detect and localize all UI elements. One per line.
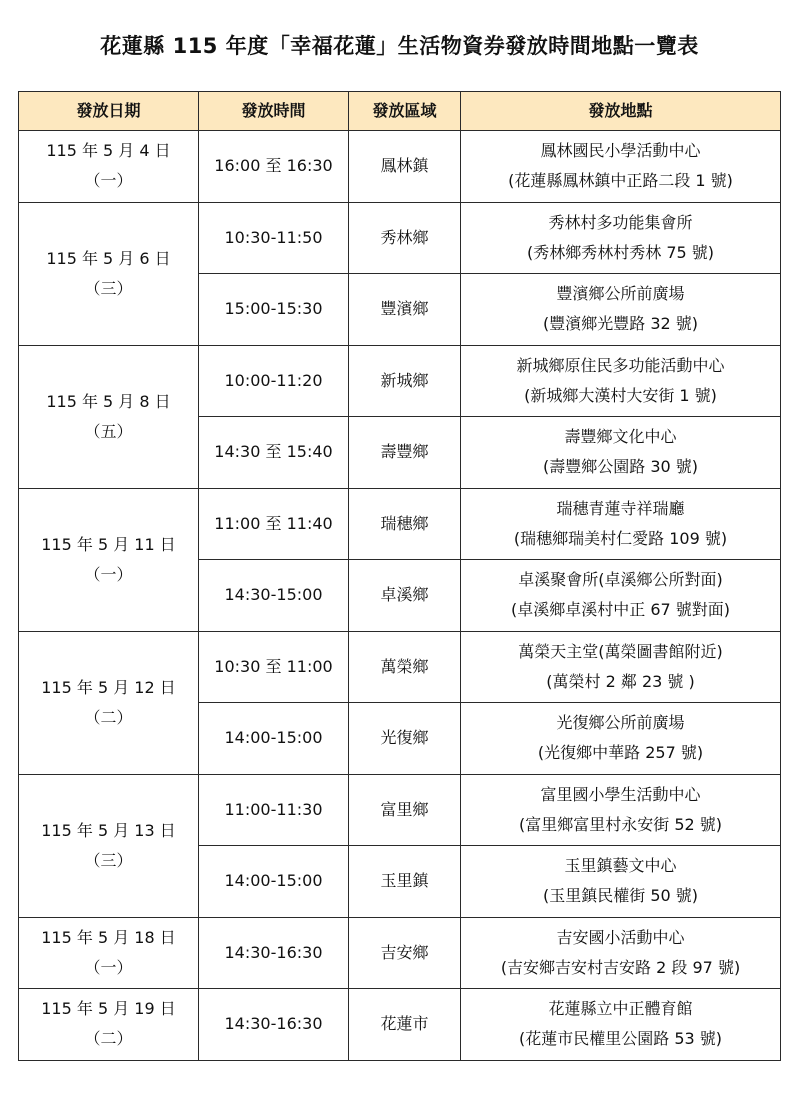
place-name: 鳳林國民小學活動中心	[540, 141, 701, 161]
place-name: 瑞穗青蓮寺祥瑞廳	[556, 498, 685, 518]
place-address: (卓溪鄉卓溪村中正 67 號對面)	[510, 600, 731, 620]
area-cell: 卓溪鄉	[349, 560, 461, 632]
place-name: 吉安國小活動中心	[556, 927, 685, 947]
place-cell	[461, 131, 781, 203]
place-name: 壽豐鄉文化中心	[564, 427, 677, 447]
date-cell	[19, 917, 199, 989]
date-text: 115 年 5 月 4 日	[46, 141, 171, 161]
time-cell: 14:00-15:00	[199, 846, 349, 918]
date-cell	[19, 631, 199, 774]
date-cell	[19, 488, 199, 631]
date-text: 115 年 5 月 19 日	[41, 999, 176, 1019]
place-cell	[461, 417, 781, 489]
area-cell: 瑞穗鄉	[349, 488, 461, 560]
area-cell: 吉安鄉	[349, 917, 461, 989]
date-text: 115 年 5 月 6 日	[46, 248, 171, 268]
place-address: (吉安鄉吉安村吉安路 2 段 97 號)	[500, 957, 741, 977]
weekday-text: （五）	[84, 421, 133, 441]
place-address: (秀林鄉秀林村秀林 75 號)	[526, 242, 715, 262]
place-cell	[461, 488, 781, 560]
time-cell: 14:30-16:30	[199, 917, 349, 989]
place-cell	[461, 703, 781, 775]
area-cell: 玉里鎮	[349, 846, 461, 918]
place-address: (豐濱鄉光豐路 32 號)	[542, 314, 699, 334]
time-cell: 14:00-15:00	[199, 703, 349, 775]
table-row	[19, 631, 781, 703]
place-address: (瑞穗鄉瑞美村仁愛路 109 號)	[513, 528, 728, 548]
place-address: (新城鄉大漢村大安街 1 號)	[524, 385, 717, 405]
weekday-text: （三）	[84, 278, 133, 298]
weekday-text: （二）	[84, 707, 133, 727]
header-area: 發放區域	[349, 92, 461, 131]
place-address: (花蓮市民權里公園路 53 號)	[518, 1029, 723, 1049]
table-row	[19, 345, 781, 417]
area-cell: 光復鄉	[349, 703, 461, 775]
header-date: 發放日期	[19, 92, 199, 131]
place-name: 新城鄉原住民多功能活動中心	[516, 355, 725, 375]
place-address: (壽豐鄉公園路 30 號)	[542, 457, 699, 477]
table-row	[19, 774, 781, 846]
time-cell: 14:30 至 15:40	[199, 417, 349, 489]
table-row	[19, 989, 781, 1061]
table-row	[19, 131, 781, 203]
date-cell	[19, 131, 199, 203]
place-cell	[461, 274, 781, 346]
area-cell: 萬榮鄉	[349, 631, 461, 703]
area-cell: 豐濱鄉	[349, 274, 461, 346]
weekday-text: （二）	[84, 1029, 133, 1049]
time-cell: 14:30-16:30	[199, 989, 349, 1061]
date-cell	[19, 345, 199, 488]
time-cell: 15:00-15:30	[199, 274, 349, 346]
time-cell: 11:00-11:30	[199, 774, 349, 846]
place-name: 卓溪聚會所(卓溪鄉公所對面)	[518, 570, 723, 590]
area-cell: 富里鄉	[349, 774, 461, 846]
place-name: 玉里鎮藝文中心	[564, 856, 677, 876]
time-cell: 16:00 至 16:30	[199, 131, 349, 203]
place-address: (富里鄉富里村永安街 52 號)	[518, 814, 723, 834]
weekday-text: （三）	[84, 850, 133, 870]
place-cell	[461, 631, 781, 703]
date-text: 115 年 5 月 8 日	[46, 391, 171, 411]
place-cell	[461, 560, 781, 632]
time-cell: 10:00-11:20	[199, 345, 349, 417]
table-row	[19, 202, 781, 274]
time-cell: 11:00 至 11:40	[199, 488, 349, 560]
area-cell: 鳳林鎮	[349, 131, 461, 203]
date-cell	[19, 202, 199, 345]
date-text: 115 年 5 月 18 日	[41, 927, 176, 947]
place-name: 光復鄉公所前廣場	[556, 713, 685, 733]
date-text: 115 年 5 月 11 日	[41, 534, 176, 554]
distribution-schedule-table	[18, 91, 781, 1061]
area-cell: 新城鄉	[349, 345, 461, 417]
date-cell	[19, 989, 199, 1061]
table-row	[19, 917, 781, 989]
page-title: 花蓮縣 115 年度「幸福花蓮」生活物資券發放時間地點一覽表	[100, 34, 699, 58]
weekday-text: （一）	[84, 957, 133, 977]
area-cell: 壽豐鄉	[349, 417, 461, 489]
place-address: (光復鄉中華路 257 號)	[537, 743, 704, 763]
time-cell: 14:30-15:00	[199, 560, 349, 632]
header-time: 發放時間	[199, 92, 349, 131]
date-cell	[19, 774, 199, 917]
area-cell: 秀林鄉	[349, 202, 461, 274]
place-name: 豐濱鄉公所前廣場	[556, 284, 685, 304]
place-cell	[461, 774, 781, 846]
weekday-text: （一）	[84, 171, 133, 191]
place-cell	[461, 202, 781, 274]
header-place: 發放地點	[461, 92, 781, 131]
place-name: 秀林村多功能集會所	[548, 212, 693, 232]
area-cell: 花蓮市	[349, 989, 461, 1061]
time-cell: 10:30-11:50	[199, 202, 349, 274]
place-cell	[461, 917, 781, 989]
weekday-text: （一）	[84, 564, 133, 584]
place-address: (花蓮縣鳳林鎮中正路二段 1 號)	[508, 171, 733, 191]
time-cell: 10:30 至 11:00	[199, 631, 349, 703]
date-text: 115 年 5 月 12 日	[41, 677, 176, 697]
place-address: (玉里鎮民權街 50 號)	[542, 886, 699, 906]
place-cell	[461, 846, 781, 918]
header-row	[19, 92, 781, 131]
place-cell	[461, 345, 781, 417]
place-name: 萬榮天主堂(萬榮圖書館附近)	[518, 641, 723, 661]
place-cell	[461, 989, 781, 1061]
place-name: 花蓮縣立中正體育館	[548, 999, 693, 1019]
table-row	[19, 488, 781, 560]
place-address: (萬榮村 2 鄰 23 號 )	[546, 671, 695, 691]
date-text: 115 年 5 月 13 日	[41, 820, 176, 840]
place-name: 富里國小學生活動中心	[540, 784, 701, 804]
